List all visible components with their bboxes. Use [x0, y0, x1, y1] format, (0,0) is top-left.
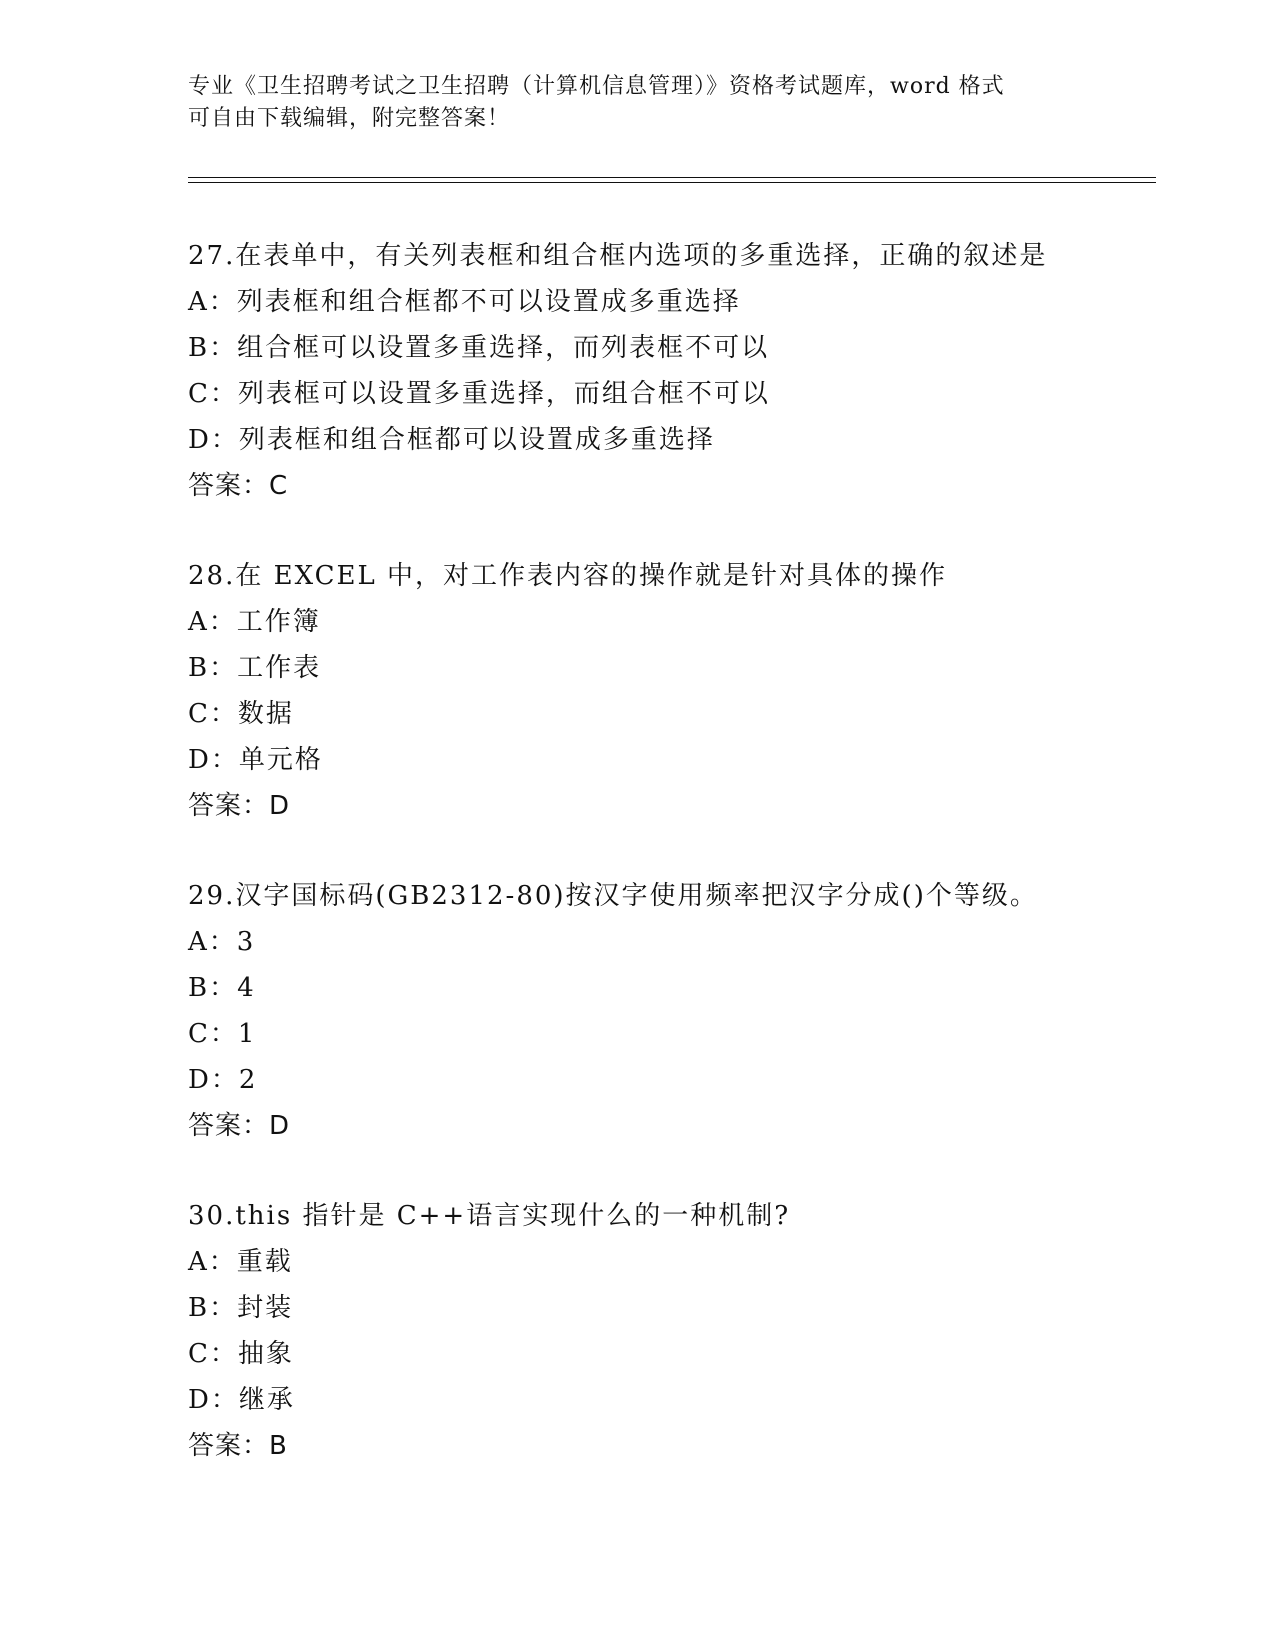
header-divider-bottom [188, 182, 1156, 183]
option-d: D：2 [188, 1065, 258, 1095]
question-27 [188, 233, 1047, 509]
question-stem: 30.this 指针是 C++语言实现什么的一种机制? [188, 1201, 791, 1231]
answer-label: 答案：C [188, 471, 289, 501]
option-b: B：组合框可以设置多重选择，而列表框不可以 [188, 333, 770, 363]
answer-label: 答案：D [188, 791, 291, 821]
option-b: B：工作表 [188, 653, 322, 683]
answer-label: 答案：D [188, 1111, 291, 1141]
header-line-2: 可自由下载编辑，附完整答案！ [188, 106, 511, 131]
option-a: A：列表框和组合框都不可以设置成多重选择 [188, 287, 741, 317]
answer-label: 答案：B [188, 1431, 288, 1461]
option-c: C：数据 [188, 699, 294, 729]
option-c: C：抽象 [188, 1339, 294, 1369]
option-b: B：封装 [188, 1293, 294, 1323]
option-c: C：1 [188, 1019, 257, 1049]
option-b: B：4 [188, 973, 256, 1003]
question-29 [188, 873, 1038, 1149]
question-stem: 27.在表单中，有关列表框和组合框内选项的多重选择，正确的叙述是 [188, 241, 1048, 271]
question-28 [188, 553, 947, 829]
header-line-1: 专业《卫生招聘考试之卫生招聘（计算机信息管理）》资格考试题库，word 格式 [188, 74, 1005, 99]
option-d: D：继承 [188, 1385, 295, 1415]
question-30 [188, 1193, 790, 1469]
option-c: C：列表框可以设置多重选择，而组合框不可以 [188, 379, 770, 409]
header-divider-top [188, 177, 1156, 178]
option-d: D：单元格 [188, 745, 323, 775]
option-d: D：列表框和组合框都可以设置成多重选择 [188, 425, 715, 455]
question-stem: 29.汉字国标码(GB2312-80)按汉字使用频率把汉字分成()个等级。 [188, 881, 1038, 911]
option-a: A：重载 [188, 1247, 293, 1277]
option-a: A：3 [188, 927, 256, 957]
question-stem: 28.在 EXCEL 中，对工作表内容的操作就是针对具体的操作 [188, 561, 948, 591]
option-a: A：工作簿 [188, 607, 321, 637]
